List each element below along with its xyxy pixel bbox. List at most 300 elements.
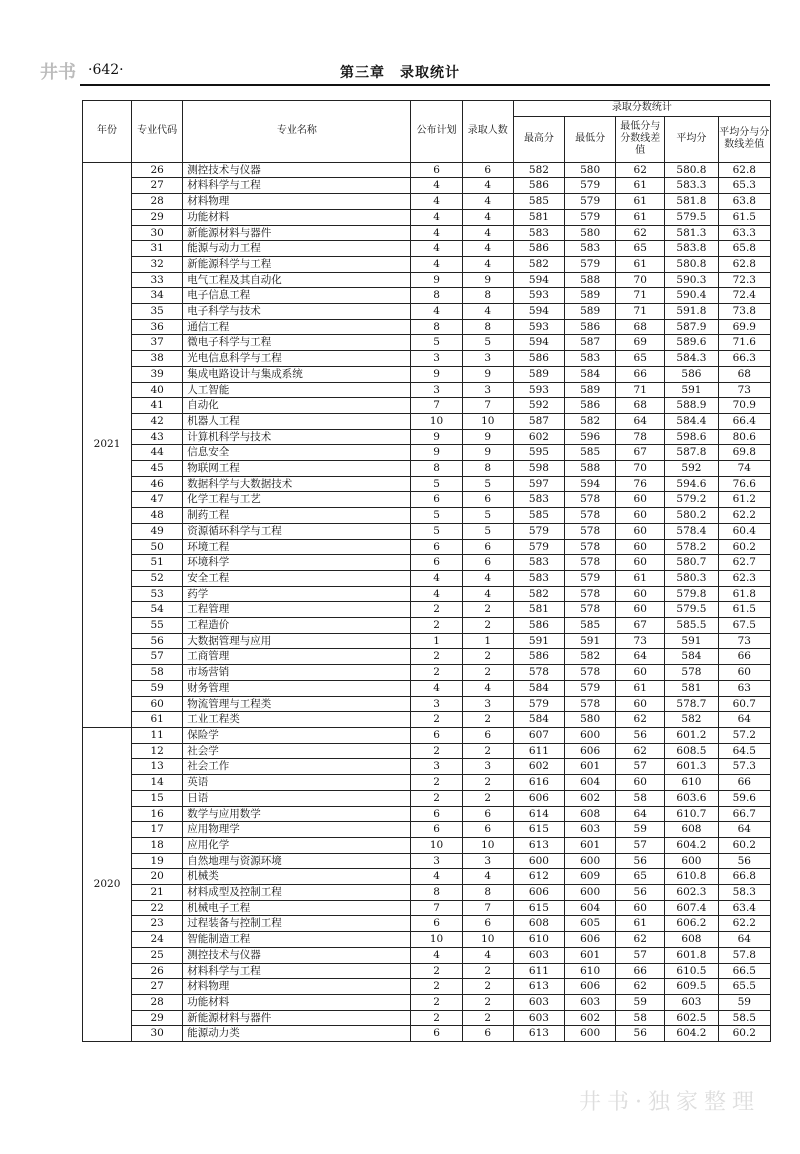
plan-cell: 1 [411, 633, 462, 649]
avg-diff-cell: 58.3 [718, 885, 770, 901]
table-row [83, 539, 771, 555]
plan-cell: 4 [411, 680, 462, 696]
min-cell: 589 [565, 288, 616, 304]
table-row [83, 366, 771, 382]
min-cell: 600 [565, 728, 616, 744]
admitted-cell: 3 [462, 351, 513, 367]
table-row [83, 461, 771, 477]
avg-cell: 610 [665, 775, 718, 791]
plan-cell: 4 [411, 194, 462, 210]
min-cell: 601 [565, 947, 616, 963]
admitted-cell: 4 [462, 586, 513, 602]
plan-cell: 2 [411, 1010, 462, 1026]
plan-cell: 4 [411, 869, 462, 885]
code-cell: 43 [132, 429, 183, 445]
name-cell: 机器人工程 [183, 413, 411, 429]
min-cell: 606 [565, 932, 616, 948]
min-cell: 582 [565, 649, 616, 665]
avg-cell: 606.2 [665, 916, 718, 932]
avg-cell: 591 [665, 382, 718, 398]
min-diff-cell: 62 [616, 979, 665, 995]
avg-diff-cell: 56 [718, 853, 770, 869]
avg-cell: 578.7 [665, 696, 718, 712]
admitted-cell: 4 [462, 680, 513, 696]
name-cell: 材料科学与工程 [183, 178, 411, 194]
min-diff-cell: 60 [616, 586, 665, 602]
min-cell: 583 [565, 241, 616, 257]
avg-cell: 601.2 [665, 728, 718, 744]
admitted-cell: 4 [462, 178, 513, 194]
min-cell: 584 [565, 366, 616, 382]
min-diff-cell: 57 [616, 759, 665, 775]
admitted-cell: 2 [462, 775, 513, 791]
min-diff-cell: 60 [616, 523, 665, 539]
max-cell: 598 [513, 461, 564, 477]
avg-diff-cell: 61.2 [718, 492, 770, 508]
avg-cell: 603.6 [665, 790, 718, 806]
table-row [83, 633, 771, 649]
code-cell: 22 [132, 900, 183, 916]
avg-diff-cell: 62.8 [718, 162, 770, 178]
admitted-cell: 4 [462, 256, 513, 272]
name-cell: 数据科学与大数据技术 [183, 476, 411, 492]
min-cell: 610 [565, 963, 616, 979]
min-diff-cell: 71 [616, 304, 665, 320]
plan-cell: 3 [411, 351, 462, 367]
max-cell: 586 [513, 618, 564, 634]
max-cell: 603 [513, 1010, 564, 1026]
plan-cell: 4 [411, 304, 462, 320]
avg-cell: 604.2 [665, 1026, 718, 1042]
plan-cell: 5 [411, 508, 462, 524]
avg-cell: 588.9 [665, 398, 718, 414]
admitted-cell: 1 [462, 633, 513, 649]
header-stats-group: 录取分数统计 [513, 101, 770, 117]
code-cell: 47 [132, 492, 183, 508]
code-cell: 14 [132, 775, 183, 791]
table-row [83, 492, 771, 508]
avg-diff-cell: 74 [718, 461, 770, 477]
name-cell: 机械电子工程 [183, 900, 411, 916]
table-row [83, 413, 771, 429]
avg-cell: 578.2 [665, 539, 718, 555]
avg-diff-cell: 63.3 [718, 225, 770, 241]
table-row [83, 586, 771, 602]
table-row [83, 837, 771, 853]
plan-cell: 4 [411, 241, 462, 257]
avg-diff-cell: 66.8 [718, 869, 770, 885]
min-diff-cell: 57 [616, 947, 665, 963]
code-cell: 52 [132, 570, 183, 586]
max-cell: 586 [513, 241, 564, 257]
table-row [83, 853, 771, 869]
min-diff-cell: 62 [616, 712, 665, 728]
table-row [83, 947, 771, 963]
max-cell: 583 [513, 570, 564, 586]
avg-diff-cell: 59 [718, 994, 770, 1010]
name-cell: 人工智能 [183, 382, 411, 398]
avg-cell: 579.5 [665, 209, 718, 225]
max-cell: 602 [513, 759, 564, 775]
name-cell: 环境工程 [183, 539, 411, 555]
avg-diff-cell: 73 [718, 633, 770, 649]
code-cell: 27 [132, 178, 183, 194]
table-row [83, 900, 771, 916]
table-row [83, 680, 771, 696]
avg-cell: 579.5 [665, 602, 718, 618]
max-cell: 582 [513, 162, 564, 178]
code-cell: 12 [132, 743, 183, 759]
avg-cell: 584 [665, 649, 718, 665]
min-cell: 587 [565, 335, 616, 351]
max-cell: 587 [513, 413, 564, 429]
plan-cell: 9 [411, 445, 462, 461]
plan-cell: 4 [411, 570, 462, 586]
code-cell: 50 [132, 539, 183, 555]
admitted-cell: 5 [462, 523, 513, 539]
name-cell: 材料成型及控制工程 [183, 885, 411, 901]
avg-diff-cell: 65.5 [718, 979, 770, 995]
min-diff-cell: 67 [616, 445, 665, 461]
avg-cell: 600 [665, 853, 718, 869]
avg-cell: 582 [665, 712, 718, 728]
avg-diff-cell: 60.2 [718, 1026, 770, 1042]
code-cell: 19 [132, 853, 183, 869]
code-cell: 49 [132, 523, 183, 539]
code-cell: 29 [132, 1010, 183, 1026]
avg-cell: 594.6 [665, 476, 718, 492]
table-body [83, 162, 771, 1041]
name-cell: 信息安全 [183, 445, 411, 461]
name-cell: 社会工作 [183, 759, 411, 775]
admitted-cell: 4 [462, 304, 513, 320]
name-cell: 物联网工程 [183, 461, 411, 477]
code-cell: 38 [132, 351, 183, 367]
table-row [83, 335, 771, 351]
table-row [83, 429, 771, 445]
header-min: 最低分 [565, 116, 616, 162]
name-cell: 通信工程 [183, 319, 411, 335]
name-cell: 光电信息科学与工程 [183, 351, 411, 367]
code-cell: 39 [132, 366, 183, 382]
admitted-cell: 9 [462, 272, 513, 288]
plan-cell: 9 [411, 272, 462, 288]
table-row [83, 445, 771, 461]
min-cell: 600 [565, 853, 616, 869]
avg-diff-cell: 61.5 [718, 209, 770, 225]
min-cell: 588 [565, 272, 616, 288]
table-row [83, 649, 771, 665]
year-cell: 2020 [83, 728, 132, 1042]
name-cell: 英语 [183, 775, 411, 791]
admitted-cell: 6 [462, 822, 513, 838]
max-cell: 611 [513, 963, 564, 979]
min-diff-cell: 56 [616, 1026, 665, 1042]
admitted-cell: 8 [462, 461, 513, 477]
code-cell: 54 [132, 602, 183, 618]
name-cell: 资源循环科学与工程 [183, 523, 411, 539]
avg-diff-cell: 59.6 [718, 790, 770, 806]
avg-cell: 584.4 [665, 413, 718, 429]
admitted-cell: 2 [462, 979, 513, 995]
min-cell: 578 [565, 602, 616, 618]
avg-diff-cell: 64 [718, 712, 770, 728]
table-row [83, 398, 771, 414]
name-cell: 数学与应用数学 [183, 806, 411, 822]
avg-cell: 581.3 [665, 225, 718, 241]
table-row [83, 256, 771, 272]
avg-diff-cell: 62.8 [718, 256, 770, 272]
min-diff-cell: 73 [616, 633, 665, 649]
admitted-cell: 6 [462, 492, 513, 508]
plan-cell: 2 [411, 743, 462, 759]
code-cell: 21 [132, 885, 183, 901]
min-diff-cell: 60 [616, 492, 665, 508]
name-cell: 工程造价 [183, 618, 411, 634]
min-cell: 578 [565, 665, 616, 681]
max-cell: 602 [513, 429, 564, 445]
code-cell: 40 [132, 382, 183, 398]
avg-diff-cell: 65.8 [718, 241, 770, 257]
admitted-cell: 8 [462, 319, 513, 335]
name-cell: 材料物理 [183, 194, 411, 210]
name-cell: 应用物理学 [183, 822, 411, 838]
avg-diff-cell: 60.7 [718, 696, 770, 712]
avg-cell: 580.2 [665, 508, 718, 524]
max-cell: 581 [513, 209, 564, 225]
avg-diff-cell: 57.8 [718, 947, 770, 963]
admitted-cell: 4 [462, 241, 513, 257]
code-cell: 53 [132, 586, 183, 602]
code-cell: 48 [132, 508, 183, 524]
admitted-cell: 2 [462, 790, 513, 806]
plan-cell: 9 [411, 366, 462, 382]
avg-cell: 579.8 [665, 586, 718, 602]
admitted-cell: 2 [462, 712, 513, 728]
avg-diff-cell: 71.6 [718, 335, 770, 351]
plan-cell: 6 [411, 162, 462, 178]
min-cell: 588 [565, 461, 616, 477]
code-cell: 13 [132, 759, 183, 775]
table-row [83, 523, 771, 539]
table-row [83, 775, 771, 791]
plan-cell: 2 [411, 994, 462, 1010]
avg-cell: 581.8 [665, 194, 718, 210]
min-diff-cell: 57 [616, 837, 665, 853]
min-diff-cell: 78 [616, 429, 665, 445]
name-cell: 集成电路设计与集成系统 [183, 366, 411, 382]
avg-cell: 583.3 [665, 178, 718, 194]
min-diff-cell: 66 [616, 963, 665, 979]
max-cell: 578 [513, 665, 564, 681]
admitted-cell: 2 [462, 743, 513, 759]
min-diff-cell: 61 [616, 209, 665, 225]
table-row [83, 602, 771, 618]
avg-cell: 601.8 [665, 947, 718, 963]
avg-diff-cell: 61.5 [718, 602, 770, 618]
table-row [83, 994, 771, 1010]
plan-cell: 2 [411, 979, 462, 995]
min-diff-cell: 61 [616, 194, 665, 210]
avg-cell: 583.8 [665, 241, 718, 257]
header-code: 专业代码 [132, 101, 183, 163]
header-avg: 平均分 [665, 116, 718, 162]
table-row [83, 241, 771, 257]
table-row [83, 288, 771, 304]
min-cell: 591 [565, 633, 616, 649]
code-cell: 25 [132, 947, 183, 963]
avg-diff-cell: 76.6 [718, 476, 770, 492]
avg-diff-cell: 80.6 [718, 429, 770, 445]
avg-cell: 601.3 [665, 759, 718, 775]
table-row [83, 790, 771, 806]
avg-cell: 587.9 [665, 319, 718, 335]
table-row [83, 932, 771, 948]
table-row [83, 1010, 771, 1026]
plan-cell: 4 [411, 947, 462, 963]
name-cell: 新能源科学与工程 [183, 256, 411, 272]
plan-cell: 2 [411, 665, 462, 681]
min-diff-cell: 61 [616, 680, 665, 696]
code-cell: 29 [132, 209, 183, 225]
admitted-cell: 6 [462, 555, 513, 571]
admitted-cell: 9 [462, 366, 513, 382]
min-cell: 602 [565, 790, 616, 806]
code-cell: 36 [132, 319, 183, 335]
avg-diff-cell: 63 [718, 680, 770, 696]
max-cell: 614 [513, 806, 564, 822]
name-cell: 环境科学 [183, 555, 411, 571]
max-cell: 613 [513, 979, 564, 995]
min-cell: 589 [565, 382, 616, 398]
admitted-cell: 2 [462, 649, 513, 665]
plan-cell: 2 [411, 775, 462, 791]
name-cell: 自动化 [183, 398, 411, 414]
min-cell: 578 [565, 586, 616, 602]
max-cell: 579 [513, 523, 564, 539]
avg-diff-cell: 72.4 [718, 288, 770, 304]
admitted-cell: 7 [462, 398, 513, 414]
name-cell: 日语 [183, 790, 411, 806]
table-row [83, 570, 771, 586]
min-cell: 579 [565, 209, 616, 225]
name-cell: 电气工程及其自动化 [183, 272, 411, 288]
code-cell: 30 [132, 225, 183, 241]
avg-cell: 604.2 [665, 837, 718, 853]
avg-diff-cell: 73.8 [718, 304, 770, 320]
avg-cell: 608 [665, 822, 718, 838]
max-cell: 594 [513, 335, 564, 351]
plan-cell: 3 [411, 759, 462, 775]
min-cell: 580 [565, 162, 616, 178]
code-cell: 15 [132, 790, 183, 806]
plan-cell: 5 [411, 476, 462, 492]
min-diff-cell: 58 [616, 790, 665, 806]
table-row [83, 194, 771, 210]
min-cell: 603 [565, 994, 616, 1010]
avg-cell: 578 [665, 665, 718, 681]
watermark: 井书·独家整理 [579, 1090, 760, 1115]
name-cell: 功能材料 [183, 994, 411, 1010]
min-cell: 578 [565, 696, 616, 712]
name-cell: 计算机科学与技术 [183, 429, 411, 445]
min-cell: 578 [565, 523, 616, 539]
code-cell: 41 [132, 398, 183, 414]
avg-cell: 610.7 [665, 806, 718, 822]
max-cell: 615 [513, 900, 564, 916]
code-cell: 45 [132, 461, 183, 477]
code-cell: 18 [132, 837, 183, 853]
code-cell: 27 [132, 979, 183, 995]
max-cell: 593 [513, 288, 564, 304]
name-cell: 电子信息工程 [183, 288, 411, 304]
plan-cell: 10 [411, 413, 462, 429]
plan-cell: 10 [411, 932, 462, 948]
table-row [83, 162, 771, 178]
avg-cell: 589.6 [665, 335, 718, 351]
name-cell: 微电子科学与工程 [183, 335, 411, 351]
code-cell: 59 [132, 680, 183, 696]
max-cell: 597 [513, 476, 564, 492]
avg-diff-cell: 62.3 [718, 570, 770, 586]
table-row [83, 272, 771, 288]
code-cell: 56 [132, 633, 183, 649]
admitted-cell: 5 [462, 335, 513, 351]
avg-diff-cell: 65.3 [718, 178, 770, 194]
min-diff-cell: 62 [616, 932, 665, 948]
max-cell: 600 [513, 853, 564, 869]
min-cell: 586 [565, 398, 616, 414]
admitted-cell: 2 [462, 665, 513, 681]
avg-diff-cell: 72.3 [718, 272, 770, 288]
table-row [83, 979, 771, 995]
table-row [83, 555, 771, 571]
max-cell: 616 [513, 775, 564, 791]
plan-cell: 2 [411, 649, 462, 665]
min-cell: 578 [565, 555, 616, 571]
avg-cell: 590.3 [665, 272, 718, 288]
code-cell: 30 [132, 1026, 183, 1042]
admitted-cell: 6 [462, 1026, 513, 1042]
admitted-cell: 3 [462, 853, 513, 869]
min-diff-cell: 65 [616, 869, 665, 885]
plan-cell: 4 [411, 178, 462, 194]
avg-cell: 603 [665, 994, 718, 1010]
code-cell: 28 [132, 194, 183, 210]
avg-cell: 609.5 [665, 979, 718, 995]
min-diff-cell: 64 [616, 806, 665, 822]
admitted-cell: 4 [462, 570, 513, 586]
table-row [83, 209, 771, 225]
name-cell: 安全工程 [183, 570, 411, 586]
page-number: ·642· [88, 62, 124, 78]
avg-diff-cell: 58.5 [718, 1010, 770, 1026]
plan-cell: 4 [411, 209, 462, 225]
max-cell: 579 [513, 539, 564, 555]
avg-diff-cell: 64.5 [718, 743, 770, 759]
avg-cell: 590.4 [665, 288, 718, 304]
avg-cell: 580.7 [665, 555, 718, 571]
avg-diff-cell: 70.9 [718, 398, 770, 414]
avg-cell: 586 [665, 366, 718, 382]
code-cell: 28 [132, 994, 183, 1010]
avg-cell: 598.6 [665, 429, 718, 445]
avg-diff-cell: 60.2 [718, 837, 770, 853]
max-cell: 613 [513, 837, 564, 853]
avg-cell: 587.8 [665, 445, 718, 461]
admitted-cell: 5 [462, 476, 513, 492]
min-diff-cell: 65 [616, 241, 665, 257]
